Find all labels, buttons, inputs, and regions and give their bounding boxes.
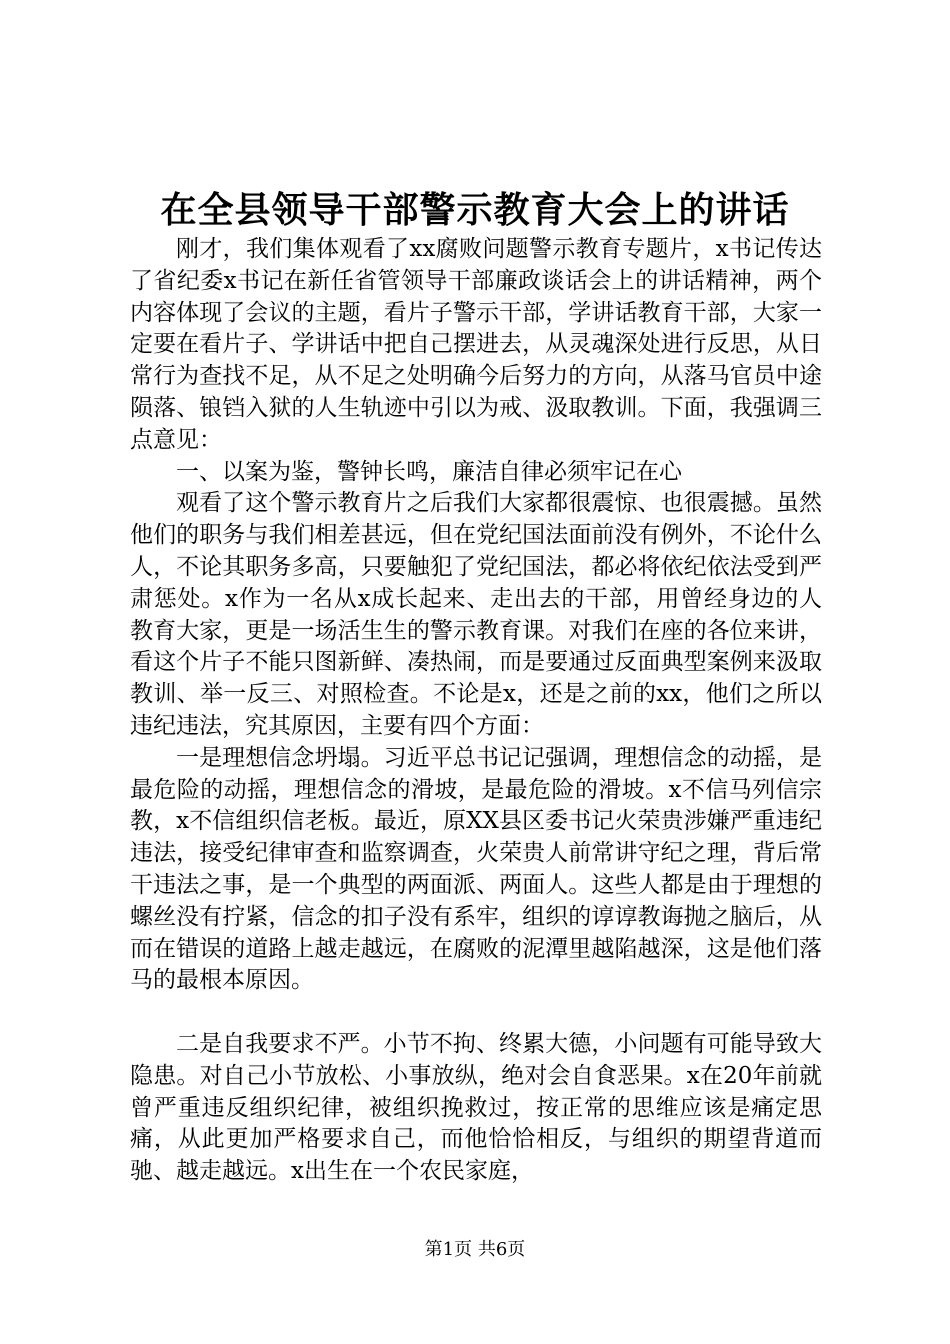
- page-number: 第1页 共6页: [424, 1239, 526, 1260]
- paragraph-reflection: 观看了这个警示教育片之后我们大家都很震惊、也很震撼。虽然他们的职务与我们相差甚远，但在党纪国法面前没有例外，不论什么人，不论其职务多高，只要触犯了党纪国法，都必将依纪依法受到严肃惩处。x作为一名从x成长起来、走出去的干部，用曾经身边的人教育大家，更是一场活生生的警示教育课。对我们在座的各位来讲，看这个片子不能只图新鲜、凑热闹，而是要通过反面典型案例来汲取教训、举一反三、对照检查。不论是x，还是之前的xx，他们之所以违纪违法，究其原因，主要有四个方面：: [130, 490, 822, 739]
- paragraph-intro: 刚才，我们集体观看了xx腐败问题警示教育专题片，x书记传达了省纪委x书记在新任省管领导干部廉政谈话会上的讲话精神，两个内容体现了会议的主题，看片子警示干部，学讲话教育干部，大家一定要在看片子、学讲话中把自己摆进去，从灵魂深处进行反思，从日常行为查找不足，从不足之处明确今后努力的方向，从落马官员中途陨落、锒铛入狱的人生轨迹中引以为戒、汲取教训。下面，我强调三点意见：: [130, 236, 822, 453]
- document-title: 在全县领导干部警示教育大会上的讲话: [160, 189, 790, 231]
- paragraph-point-two: 二是自我要求不严。小节不拘、终累大德，小问题有可能导致大隐患。对自己小节放松、小事放纵，绝对会自食恶果。x在20年前就曾严重违反组织纪律，被组织挽救过，按正常的思维应该是痛定思痛，从此更加严格要求自己，而他恰恰相反，与组织的期望背道而驰、越走越远。x出生在一个农民家庭，: [130, 1030, 822, 1185]
- paragraph-point-one: 一是理想信念坍塌。习近平总书记记强调，理想信念的动摇，是最危险的动摇，理想信念的滑坡，是最危险的滑坡。x不信马列信宗教，x不信组织信老板。最近，原XX县区委书记火荣贵涉嫌严重违纪违法，接受纪律审查和监察调查，火荣贵人前常讲守纪之理，背后常干违法之事，是一个典型的两面派、两面人。这些人都是由于理想的螺丝没有拧紧，信念的扣子没有系牢，组织的谆谆教诲抛之脑后，从而在错误的道路上越走越远，在腐败的泥潭里越陷越深，这是他们落马的最根本原因。: [130, 744, 822, 994]
- document-body: [130, 234, 822, 1188]
- section-heading: 一、以案为鉴，警钟长鸣，廉洁自律必须牢记在心: [176, 458, 682, 485]
